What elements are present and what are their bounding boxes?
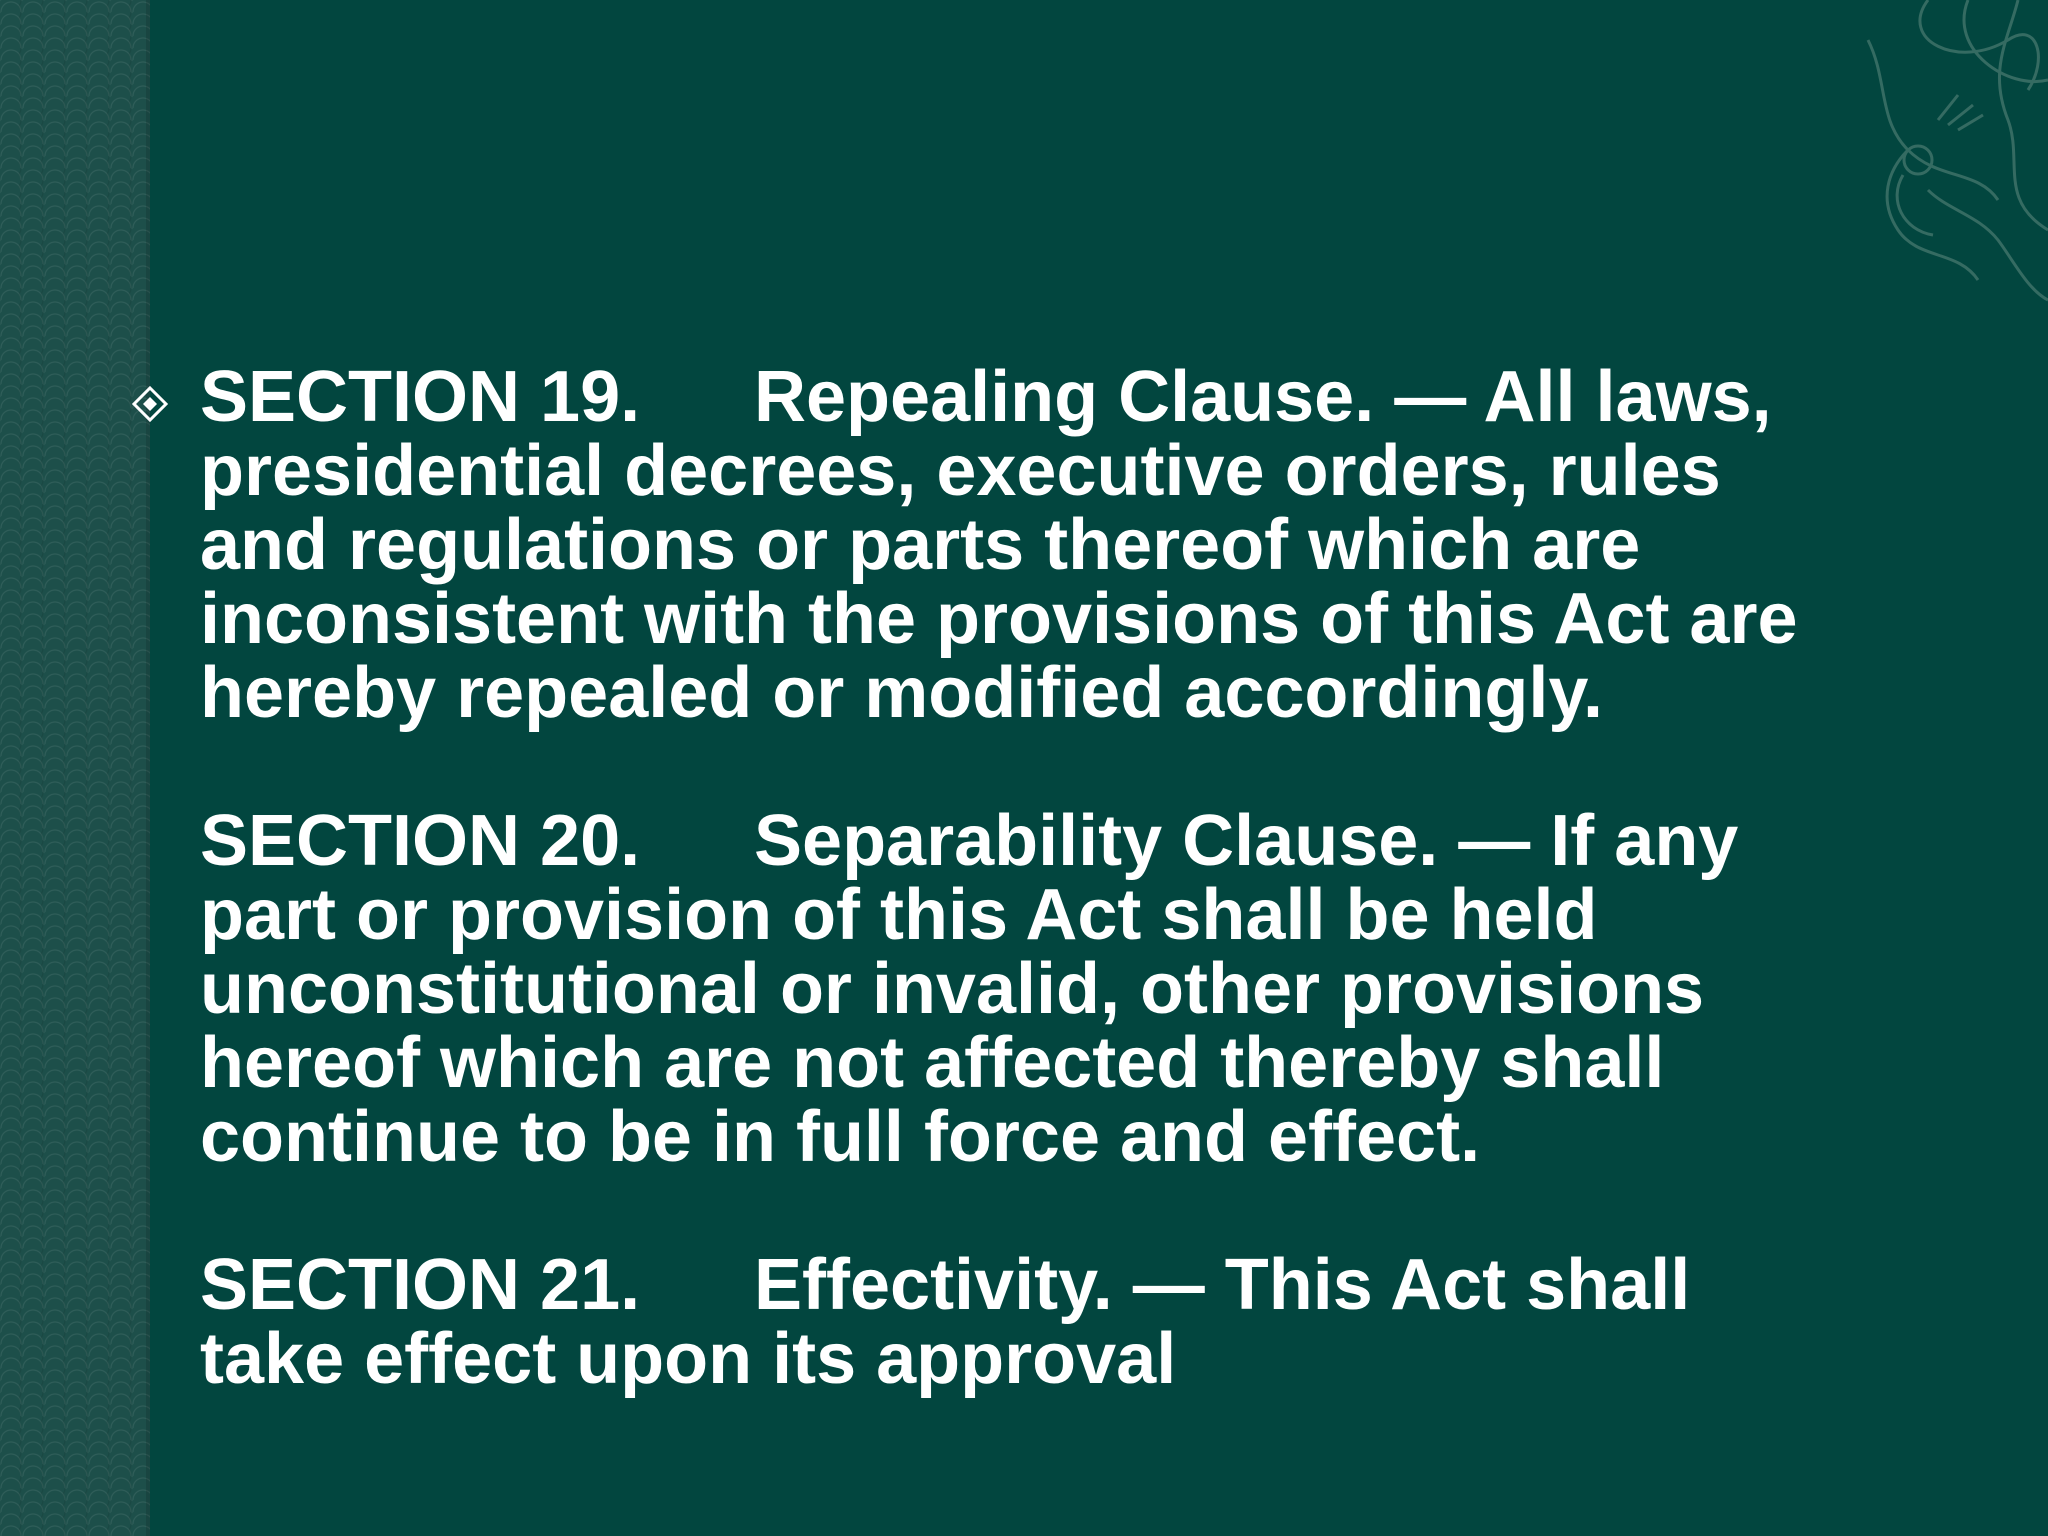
section-20-line-5: continue to be in full force and effect.: [200, 1097, 1481, 1177]
section-20-line-2: part or provision of this Act shall be held: [200, 875, 1598, 955]
section-21-number: SECTION 21.: [200, 1245, 641, 1325]
section-19-line-1: [200, 357, 1960, 437]
slide-body: [200, 357, 1960, 1399]
section-20-line-4: hereof which are not affected thereby shall: [200, 1023, 1665, 1103]
section-19-number: SECTION 19.: [200, 357, 641, 437]
section-19-line-5: hereby repealed or modified accordingly.: [200, 653, 1604, 733]
section-19-line-3: and regulations or parts thereof which are: [200, 505, 1641, 585]
section-20-line-3: unconstitutional or invalid, other provisions: [200, 949, 1705, 1029]
left-pattern-band: [0, 0, 150, 1536]
section-21-line-1: [200, 1245, 1960, 1325]
section-19: [200, 357, 1960, 733]
section-20-number: SECTION 20.: [200, 801, 641, 881]
section-20-line-1: [200, 801, 1960, 881]
section-20-heading: Separability Clause. — If any: [754, 801, 1739, 881]
section-21: [200, 1245, 1960, 1399]
floral-ornament-icon: [1808, 0, 2048, 340]
section-21-heading: Effectivity. — This Act shall: [754, 1245, 1691, 1325]
diamond-bullet-icon: [130, 384, 170, 424]
section-19-line-4: inconsistent with the provisions of this Act are: [200, 579, 1798, 659]
section-19-line-2: presidential decrees, executive orders, rules: [200, 431, 1721, 511]
section-19-heading: Repealing Clause. — All laws,: [754, 357, 1772, 437]
section-20: [200, 801, 1960, 1177]
section-21-line-2: take effect upon its approval: [200, 1319, 1177, 1399]
